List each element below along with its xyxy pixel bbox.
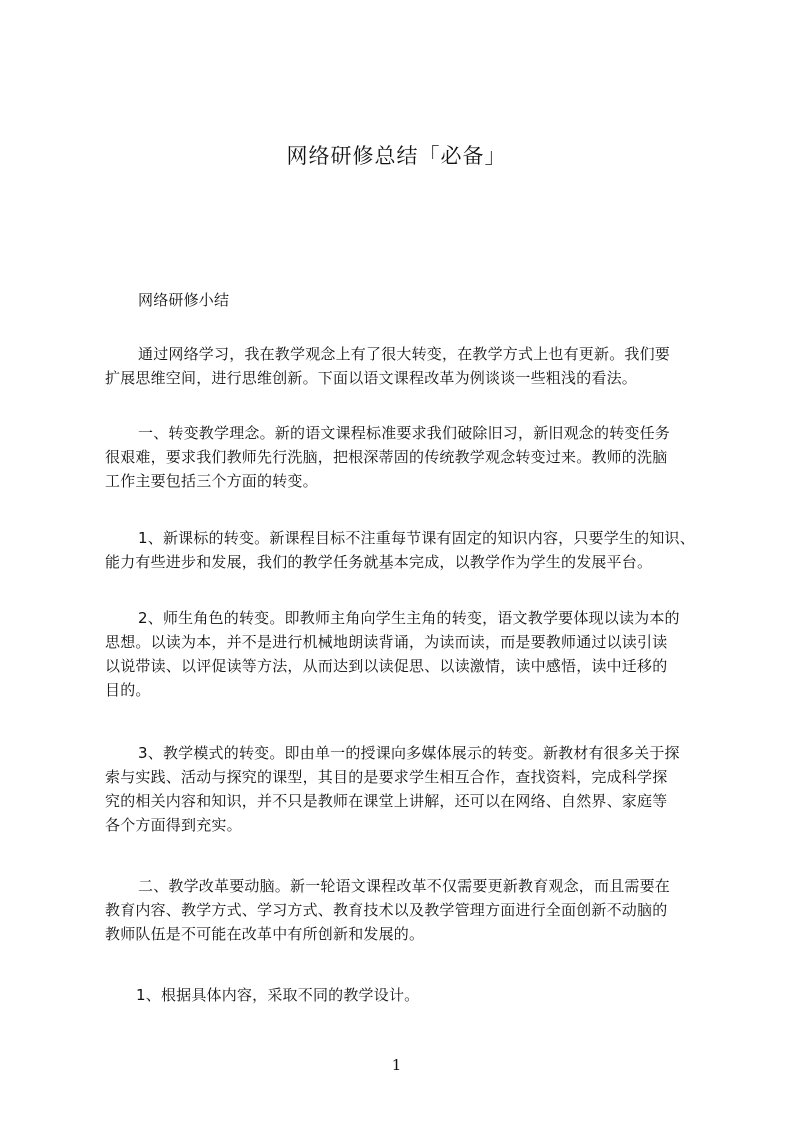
paragraph-point-one	[105, 526, 725, 574]
paragraph-line: 3、教学模式的转变。即由单一的授课向多媒体展示的转变。新教材有很多关于探	[138, 744, 680, 762]
paragraph-line: 工作主要包括三个方面的转变。	[105, 472, 318, 490]
paragraph-line: 网络研修小结	[138, 291, 230, 309]
paragraph-line: 索与实践、活动与探究的课型，其目的是要求学生相互合作，查找资料，完成科学探	[105, 768, 668, 786]
paragraph-section-one	[105, 421, 725, 493]
paragraph-point-two	[105, 606, 725, 702]
paragraph-line: 教师队伍是不可能在改革中有所创新和发展的。	[105, 925, 425, 943]
paragraph-line: 一、转变教学理念。新的语文课程标准要求我们破除旧习，新旧观念的转变任务	[138, 424, 671, 442]
paragraph-line: 1、新课标的转变。新课程目标不注重每节课有固定的知识内容，只要学生的知识、	[138, 529, 695, 547]
paragraph-line: 思想。以读为本，并不是进行机械地朗读背诵，为读而读，而是要教师通过以读引读	[105, 633, 668, 651]
paragraph-point-three	[105, 741, 725, 837]
page-number: 1	[391, 1056, 402, 1074]
paragraph-line: 能力有些进步和发展，我们的教学任务就基本完成，以教学作为学生的发展平台。	[105, 553, 653, 571]
paragraph-line: 各个方面得到充实。	[105, 816, 242, 834]
paragraph-line: 扩展思维空间，进行思维创新。下面以语文课程改革为例谈谈一些粗浅的看法。	[105, 369, 638, 387]
document-title: 网络研修总结「必备」	[286, 144, 507, 168]
paragraph-subpoint	[105, 983, 725, 1007]
paragraph-line: 目的。	[105, 681, 151, 699]
paragraph-line: 究的相关内容和知识，并不只是教师在课堂上讲解，还可以在网络、自然界、家庭等	[105, 792, 668, 810]
paragraph-intro	[105, 342, 725, 390]
paragraph-section-two	[105, 874, 725, 946]
paragraph-line: 很艰难，要求我们教师先行洗脑，把根深蒂固的传统教学观念转变过来。教师的洗脑	[105, 448, 668, 466]
paragraph-line: 2、师生角色的转变。即教师主角向学生主角的转变，语文教学要体现以读为本的	[138, 609, 680, 627]
section-subtitle	[105, 288, 725, 312]
paragraph-line: 以说带读、以评促读等方法，从而达到以读促思、以读激情，读中感悟，读中迁移的	[105, 657, 668, 675]
paragraph-line: 教育内容、教学方式、学习方式、教育技术以及教学管理方面进行全面创新不动脑的	[105, 901, 668, 919]
paragraph-line: 通过网络学习，我在教学观念上有了很大转变，在教学方式上也有更新。我们要	[138, 345, 671, 363]
paragraph-line: 1、根据具体内容，采取不同的教学设计。	[136, 986, 420, 1004]
paragraph-line: 二、教学改革要动脑。新一轮语文课程改革不仅需要更新教育观念，而且需要在	[138, 877, 671, 895]
